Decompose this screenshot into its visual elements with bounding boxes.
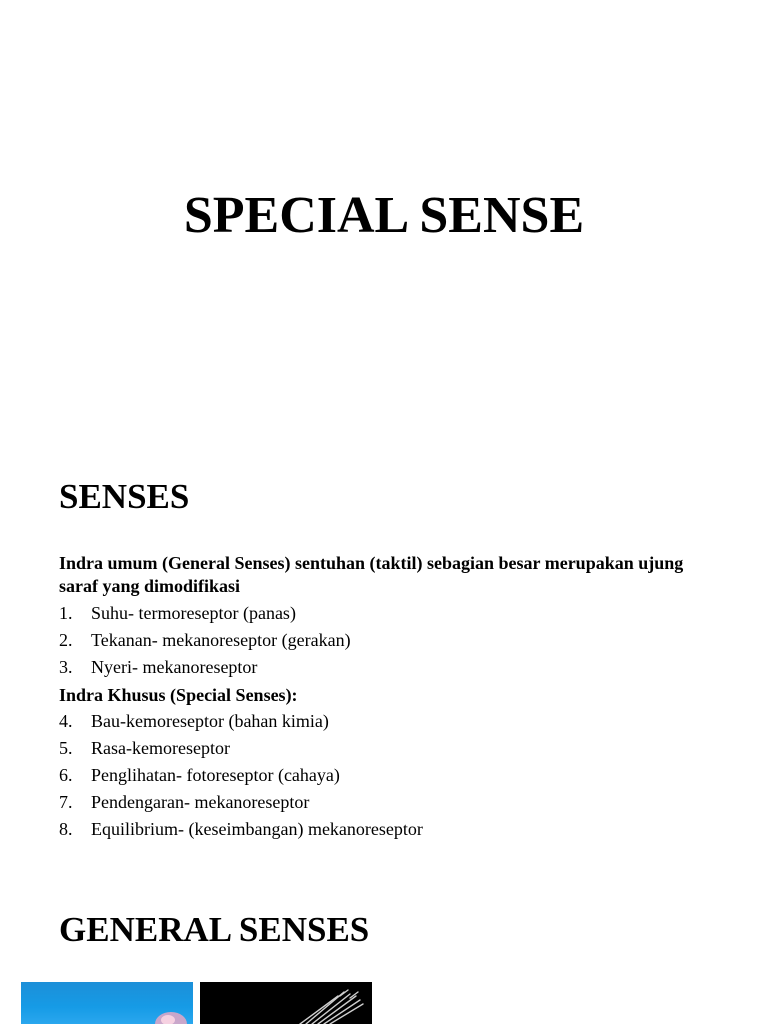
page-title: SPECIAL SENSE (183, 187, 585, 244)
list-item-number: 3. (59, 657, 73, 677)
list-item-number: 1. (59, 603, 73, 623)
list-item (59, 602, 296, 625)
list-item-text: Pendengaran- mekanoreseptor (91, 792, 310, 812)
special-senses-heading: Indra Khusus (Special Senses): (59, 685, 298, 705)
list-item-number: 8. (59, 819, 73, 839)
list-item (59, 737, 230, 760)
list-item-text: Equilibrium- (keseimbangan) mekanoreseptor (91, 819, 423, 839)
title-slide (0, 0, 768, 420)
list-item-number: 7. (59, 792, 73, 812)
list-item (59, 818, 423, 841)
list-item-text: Bau-kemoreseptor (bahan kimia) (91, 711, 329, 731)
list-item-text: Nyeri- mekanoreseptor (91, 657, 258, 677)
list-item-number: 4. (59, 711, 73, 731)
list-item (59, 629, 351, 652)
list-item (59, 764, 340, 787)
list-item-number: 2. (59, 630, 73, 650)
photo-left (21, 982, 193, 1024)
list-item (59, 656, 257, 679)
list-item (59, 710, 329, 733)
list-item-text: Tekanan- mekanoreseptor (gerakan) (91, 630, 351, 650)
photo-right (200, 982, 372, 1024)
list-item-number: 5. (59, 738, 73, 758)
general-senses-heading: GENERAL SENSES (59, 910, 370, 949)
senses-heading: SENSES (59, 477, 190, 516)
list-item-number: 6. (59, 765, 73, 785)
list-item (59, 791, 309, 814)
general-senses-intro: Indra umum (General Senses) sentuhan (taktil) sebagian besar merupakan ujung saraf yang dimodifikasi (59, 553, 684, 596)
photo-right-graphic (200, 982, 372, 1024)
photo-left-graphic (21, 982, 193, 1024)
list-item-text: Penglihatan- fotoreseptor (cahaya) (91, 765, 340, 785)
list-item-text: Suhu- termoreseptor (panas) (91, 603, 296, 623)
list-item-text: Rasa-kemoreseptor (91, 738, 230, 758)
